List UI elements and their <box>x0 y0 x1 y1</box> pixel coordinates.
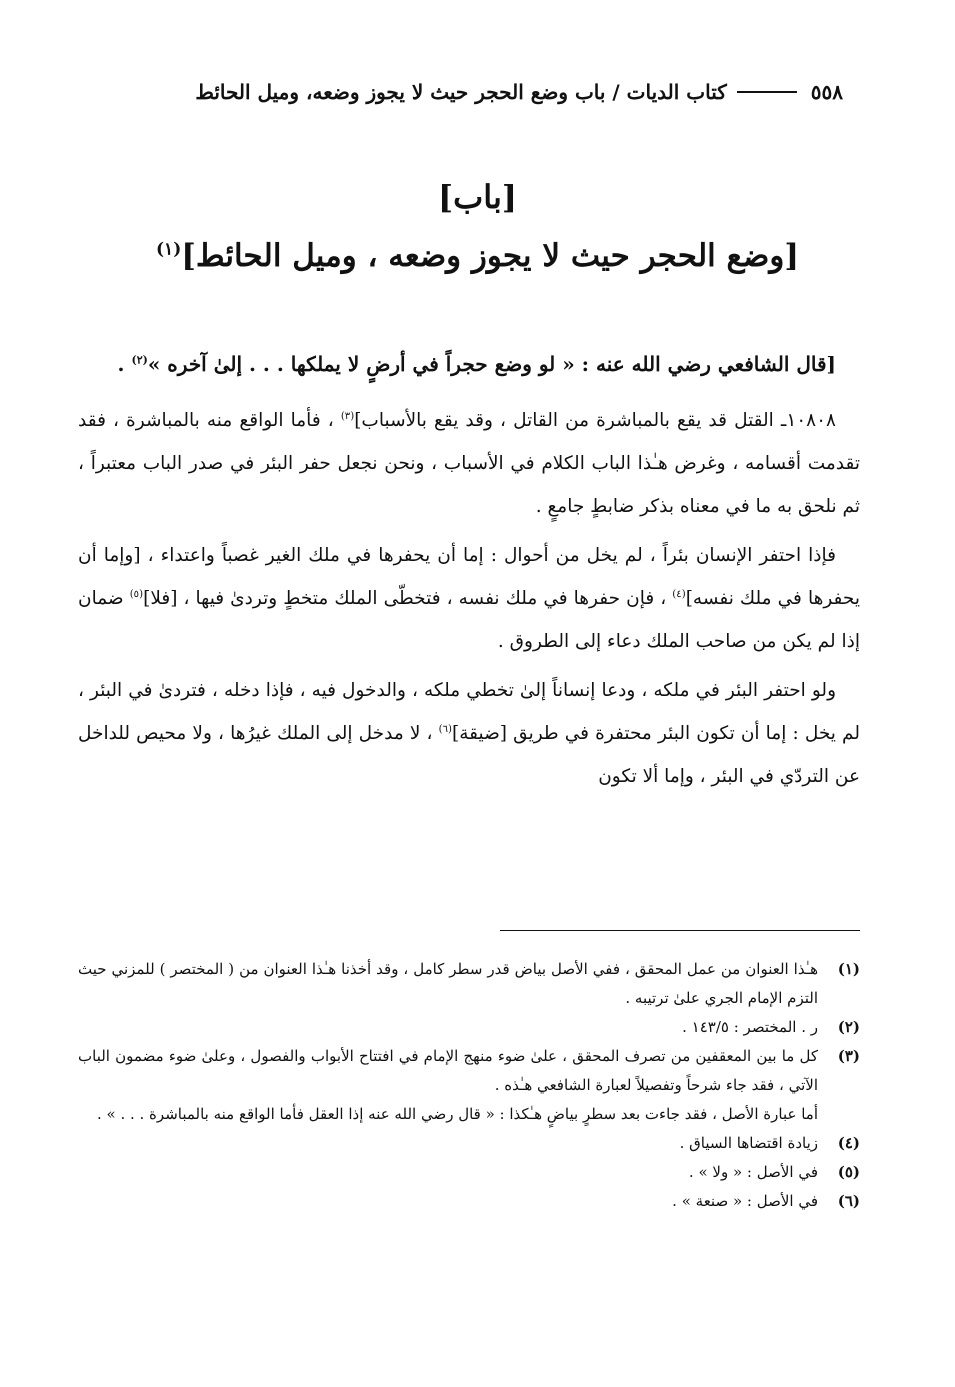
footnote-number: (٣) <box>837 1047 860 1065</box>
quote-end: . <box>117 352 132 376</box>
paragraph-text: ، لا مدخل إلى الملك غيرُها ، ولا محيص للداخل عن التردّي في البئر ، وإما ألا تكون <box>78 723 860 787</box>
footnote <box>78 1158 860 1187</box>
paragraph-text: ، فأما الواقع منه بالمباشرة ، فقد تقدمت أقسامه ، وغرض هـٰذا الباب الكلام في الأسباب ، ونحن نجعل حفر البئر في صدر الباب معتبراً ، ثم نلحق به ما في معناه بذكر ضابطٍ جامعٍ . <box>78 410 860 517</box>
footnote <box>78 1129 860 1158</box>
footnote-number: (٤) <box>837 1134 860 1152</box>
footnote-ref: (٣) <box>340 410 355 422</box>
footnote <box>78 1013 860 1042</box>
footnote-ref: (٤) <box>672 588 686 600</box>
footnote-continuation: أما عبارة الأصل ، فقد جاءت بعد سطرٍ بياضٍ هـٰكذا : « قال رضي الله عنه إذا العقل فأما الواقع منه بالمباشرة . . . » . <box>96 1105 818 1123</box>
footnote-text: هـٰذا العنوان من عمل المحقق ، ففي الأصل بياض قدر سطر كامل ، وقد أخذنا هـٰذا العنوان من ( المختصر ) للمزني حيث التزم الإمام الجري علىٰ ترتيبه . <box>78 960 818 1007</box>
footnote-ref: (٦) <box>438 723 453 735</box>
footnote-text: في الأصل : « صنعة » . <box>672 1192 818 1210</box>
paragraph-text: فإذا احتفر الإنسان بئراً ، لم يخل من أحوال : إما أن يحفرها في ملك الغير غصباً واعتداء ، [وإما أن يحفرها في ملك نفسه] <box>78 545 860 609</box>
paragraph <box>78 534 860 663</box>
footnote-number: (٥) <box>837 1163 860 1181</box>
footnote-text: كل ما بين المعقفين من تصرف المحقق ، علىٰ ضوء منهج الإمام في افتتاح الأبواب والفصول ، وعلىٰ ضوء مضمون الباب الآتي ، فقد جاء شرحاً وتفصيلاً لعبارة الشافعي هـٰذه . <box>78 1047 818 1094</box>
paragraph <box>78 669 860 798</box>
quote-text: [قال الشافعي رضي الله عنه : « لو وضع حجراً في أرضٍ لا يملكها . . . إلىٰ آخره » <box>147 352 836 376</box>
chapter-title: [باب] <box>437 178 518 216</box>
footnote-ref: (٥) <box>129 588 144 600</box>
paragraph-text: ولو احتفر البئر في ملكه ، ودعا إنساناً إلىٰ تخطي ملكه ، والدخول فيه ، فإذا دخله ، فتردىٰ في البئر ، لم يخل : إما أن تكون البئر محتفرة في طريق [ضيقة] <box>78 680 860 744</box>
chapter-subtitle-text: [وضع الحجر حيث لا يجوز وضعه ، وميل الحائط] <box>181 238 800 274</box>
footnote-ref: (١) <box>155 239 182 260</box>
body-text <box>78 343 860 804</box>
footnote-number: (٦) <box>837 1192 860 1210</box>
chapter-subtitle <box>80 238 875 274</box>
footnote-text: في الأصل : « ولا » . <box>688 1163 818 1181</box>
header-dash <box>737 91 797 93</box>
footnote-text: زيادة اقتضاها السياق . <box>679 1134 818 1152</box>
paragraph-10808 <box>78 399 860 528</box>
footnote-divider <box>500 930 860 931</box>
running-title: كتاب الديات / باب وضع الحجر حيث لا يجوز وضعه، وميل الحائط <box>195 80 727 104</box>
shafii-quote <box>78 343 860 385</box>
paragraph-text: ١٠٨٠٨ـ القتل قد يقع بالمباشرة من القاتل ، وقد يقع بالأسباب] <box>354 410 836 431</box>
footnote-number: (١) <box>837 960 860 978</box>
running-header <box>78 80 843 104</box>
footnote <box>78 1187 860 1216</box>
footnote <box>78 1042 860 1100</box>
footnote <box>78 955 860 1013</box>
paragraph-text: ضمان إذا لم يكن من صاحب الملك دعاء إلى الطروق . <box>78 588 860 652</box>
footnote-ref: (٢) <box>131 353 148 367</box>
footnote-number: (٢) <box>837 1018 860 1036</box>
footnotes <box>78 955 860 1216</box>
page-number: ٥٥٨ <box>810 80 843 104</box>
paragraph-text: ، فإن حفرها في ملك نفسه ، فتخطّى الملك متخطٍ وتردىٰ فيها ، [فلا] <box>143 588 673 609</box>
footnote-text: ر . المختصر : ١٤٣/٥ . <box>682 1018 818 1036</box>
